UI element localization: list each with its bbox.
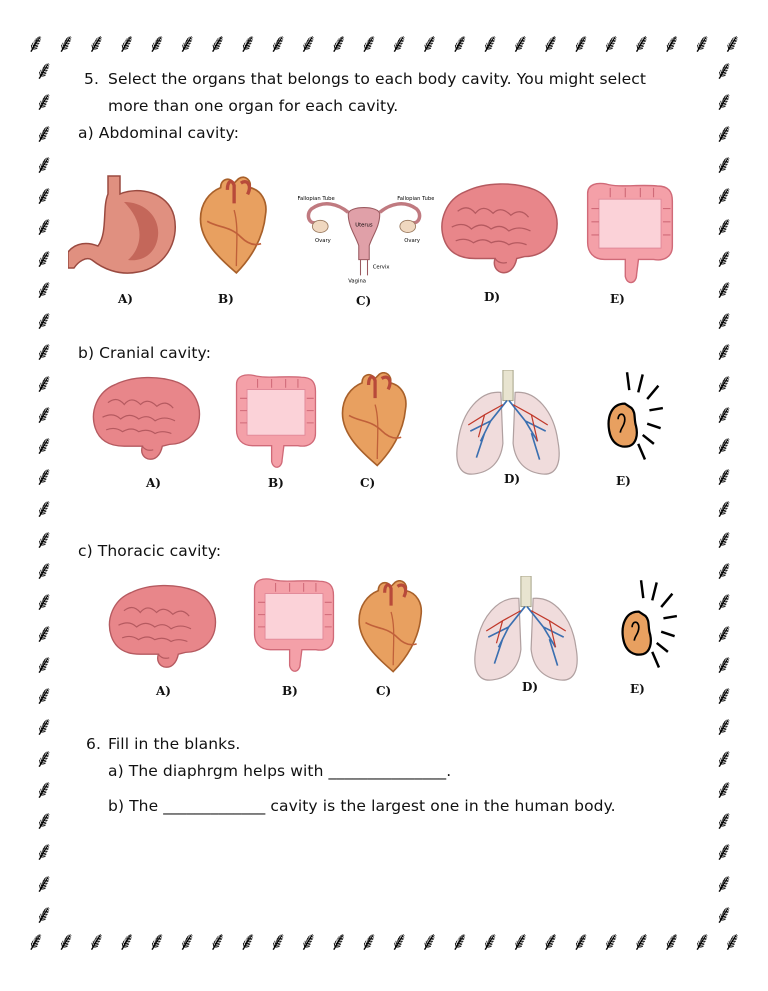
palm-tree-icon: ⸙ [714, 337, 734, 368]
question-6-title: Fill in the blanks. [108, 735, 241, 753]
palm-tree-icon: ⸙ [328, 927, 349, 957]
palm-tree-icon: ⸙ [714, 712, 734, 743]
palm-tree-icon: ⸙ [359, 927, 379, 957]
palm-tree-icon: ⸙ [34, 431, 54, 461]
palm-tree-icon: ⸙ [34, 806, 54, 836]
option-c-intestine[interactable] [248, 576, 340, 676]
palm-tree-icon: ⸙ [714, 524, 734, 555]
palm-tree-icon: ⸙ [540, 29, 561, 59]
palm-tree-icon: ⸙ [714, 274, 734, 305]
palm-tree-icon: ⸙ [34, 493, 54, 524]
palm-tree-icon: ⸙ [714, 868, 734, 899]
option-label: D) [484, 290, 501, 304]
palm-tree-icon: ⸙ [714, 181, 734, 211]
palm-tree-icon: ⸙ [714, 243, 734, 274]
question-6a: a) The diaphrgm helps with _______________. [108, 762, 452, 780]
palm-tree-icon: ⸙ [714, 212, 734, 243]
option-b-brain[interactable] [88, 368, 204, 470]
palm-tree-icon: ⸙ [714, 56, 734, 86]
palm-tree-icon: ⸙ [34, 118, 54, 149]
option-label: D) [522, 680, 539, 694]
option-label: C) [356, 294, 372, 308]
palm-tree-icon: ⸙ [237, 927, 258, 957]
palm-tree-icon: ⸙ [34, 899, 54, 930]
palm-tree-icon: ⸙ [268, 927, 288, 957]
option-c-heart[interactable] [354, 580, 426, 678]
palm-tree-icon: ⸙ [147, 29, 167, 59]
palm-tree-icon: ⸙ [714, 149, 734, 180]
palm-tree-icon: ⸙ [714, 87, 734, 118]
option-a-heart[interactable] [196, 176, 270, 280]
palm-tree-icon: ⸙ [601, 927, 621, 957]
palm-tree-icon: ⸙ [661, 927, 682, 957]
palm-tree-icon: ⸙ [34, 774, 54, 805]
palm-tree-icon: ⸙ [714, 774, 734, 805]
palm-tree-icon: ⸙ [34, 743, 54, 774]
palm-tree-icon: ⸙ [26, 927, 46, 957]
palm-tree-icon: ⸙ [34, 274, 54, 305]
palm-tree-icon: ⸙ [147, 927, 167, 957]
palm-tree-icon: ⸙ [714, 587, 734, 618]
palm-tree-icon: ⸙ [34, 337, 54, 368]
palm-tree-icon: ⸙ [34, 306, 54, 336]
option-label: E) [630, 682, 645, 696]
uterus-label: Uterus [355, 222, 373, 229]
option-b-ear[interactable] [604, 370, 668, 464]
palm-tree-icon: ⸙ [714, 368, 734, 399]
palm-tree-icon: ⸙ [661, 29, 682, 59]
question-5-number: 5. [84, 70, 99, 88]
palm-tree-icon: ⸙ [419, 29, 440, 59]
palm-tree-icon: ⸙ [34, 56, 54, 86]
palm-tree-icon: ⸙ [34, 181, 54, 211]
palm-tree-icon: ⸙ [34, 87, 54, 118]
palm-tree-icon: ⸙ [237, 29, 258, 59]
option-b-heart[interactable] [338, 372, 410, 472]
uterus-label: Fallopian Tube [397, 196, 434, 203]
palm-tree-icon: ⸙ [714, 431, 734, 461]
border-left [28, 58, 60, 928]
palm-tree-icon: ⸙ [298, 29, 319, 59]
palm-tree-icon: ⸙ [419, 927, 440, 957]
option-label: A) [146, 476, 161, 490]
palm-tree-icon: ⸙ [714, 556, 734, 586]
palm-tree-icon: ⸙ [116, 927, 137, 957]
palm-tree-icon: ⸙ [207, 927, 228, 957]
palm-tree-icon: ⸙ [714, 899, 734, 930]
palm-tree-icon: ⸙ [714, 806, 734, 836]
section-c-title: c) Thoracic cavity: [78, 542, 222, 560]
question-5-line1: Select the organs that belongs to each body cavity. You might select [108, 70, 647, 88]
palm-tree-icon: ⸙ [34, 712, 54, 743]
palm-tree-icon: ⸙ [571, 29, 591, 59]
section-b-title: b) Cranial cavity: [78, 344, 212, 362]
palm-tree-icon: ⸙ [34, 837, 54, 868]
question-5-line2: more than one organ for each cavity. [108, 97, 399, 115]
palm-tree-icon: ⸙ [34, 399, 54, 430]
palm-tree-icon: ⸙ [34, 149, 54, 180]
palm-tree-icon: ⸙ [722, 927, 742, 957]
option-b-intestine[interactable] [230, 372, 322, 472]
option-a-brain[interactable] [436, 180, 562, 278]
palm-tree-icon: ⸙ [34, 212, 54, 243]
palm-tree-icon: ⸙ [714, 649, 734, 680]
option-label: E) [610, 292, 625, 306]
section-a-title: a) Abdominal cavity: [78, 124, 240, 142]
option-label: B) [268, 476, 284, 490]
palm-tree-icon: ⸙ [177, 29, 197, 59]
palm-tree-icon: ⸙ [480, 927, 500, 957]
palm-tree-icon: ⸙ [34, 868, 54, 899]
palm-tree-icon: ⸙ [510, 927, 531, 957]
palm-tree-icon: ⸙ [631, 29, 652, 59]
palm-tree-icon: ⸙ [298, 927, 319, 957]
option-a-uterus[interactable] [294, 186, 434, 286]
option-label: C) [376, 684, 392, 698]
palm-tree-icon: ⸙ [56, 29, 76, 59]
option-label: A) [156, 684, 171, 698]
option-label: D) [504, 472, 521, 486]
option-b-lungs[interactable] [448, 370, 568, 478]
palm-tree-icon: ⸙ [34, 462, 54, 493]
palm-tree-icon: ⸙ [34, 556, 54, 586]
palm-tree-icon: ⸙ [510, 29, 531, 59]
palm-tree-icon: ⸙ [207, 29, 228, 59]
uterus-label: Ovary [404, 238, 420, 245]
palm-tree-icon: ⸙ [714, 837, 734, 868]
palm-tree-icon: ⸙ [714, 493, 734, 524]
uterus-label: Fallopian Tube [297, 196, 335, 203]
palm-tree-icon: ⸙ [571, 927, 591, 957]
palm-tree-icon: ⸙ [359, 29, 379, 59]
uterus-label: Cervix [372, 264, 390, 271]
palm-tree-icon: ⸙ [34, 587, 54, 618]
palm-tree-icon: ⸙ [714, 743, 734, 774]
palm-tree-icon: ⸙ [714, 618, 734, 649]
option-label: C) [360, 476, 376, 490]
palm-tree-icon: ⸙ [34, 524, 54, 555]
palm-tree-icon: ⸙ [116, 29, 137, 59]
question-6-number: 6. [86, 735, 101, 753]
palm-tree-icon: ⸙ [714, 118, 734, 149]
border-right [708, 58, 740, 928]
palm-tree-icon: ⸙ [56, 927, 76, 957]
border-bottom [26, 926, 742, 958]
palm-tree-icon: ⸙ [449, 927, 470, 957]
option-c-brain[interactable] [104, 576, 220, 678]
palm-tree-icon: ⸙ [268, 29, 288, 59]
palm-tree-icon: ⸙ [26, 29, 46, 59]
border-top [26, 28, 742, 60]
option-c-ear[interactable] [618, 578, 682, 672]
question-6b: b) The _____________ cavity is the largest one in the human body. [108, 797, 616, 815]
option-a-intestine[interactable] [582, 180, 678, 288]
palm-tree-icon: ⸙ [480, 29, 500, 59]
palm-tree-icon: ⸙ [86, 29, 107, 59]
palm-tree-icon: ⸙ [34, 368, 54, 399]
palm-tree-icon: ⸙ [86, 927, 107, 957]
palm-tree-icon: ⸙ [540, 927, 561, 957]
option-label: A) [118, 292, 133, 306]
palm-tree-icon: ⸙ [631, 927, 652, 957]
palm-tree-icon: ⸙ [389, 29, 409, 59]
palm-tree-icon: ⸙ [714, 681, 734, 711]
palm-tree-icon: ⸙ [34, 243, 54, 274]
palm-tree-icon: ⸙ [714, 306, 734, 336]
option-a-stomach[interactable] [68, 172, 184, 288]
palm-tree-icon: ⸙ [389, 927, 409, 957]
palm-tree-icon: ⸙ [328, 29, 349, 59]
palm-tree-icon: ⸙ [714, 399, 734, 430]
option-label: B) [282, 684, 298, 698]
uterus-label: Vagina [348, 278, 366, 285]
option-c-lungs[interactable] [466, 576, 586, 684]
palm-tree-icon: ⸙ [34, 618, 54, 649]
palm-tree-icon: ⸙ [34, 649, 54, 680]
option-label: B) [218, 292, 234, 306]
palm-tree-icon: ⸙ [601, 29, 621, 59]
option-label: E) [616, 474, 631, 488]
palm-tree-icon: ⸙ [449, 29, 470, 59]
palm-tree-icon: ⸙ [714, 462, 734, 493]
palm-tree-icon: ⸙ [692, 927, 712, 957]
uterus-label: Ovary [315, 238, 331, 245]
palm-tree-icon: ⸙ [177, 927, 197, 957]
palm-tree-icon: ⸙ [722, 29, 742, 59]
palm-tree-icon: ⸙ [692, 29, 712, 59]
palm-tree-icon: ⸙ [34, 681, 54, 711]
